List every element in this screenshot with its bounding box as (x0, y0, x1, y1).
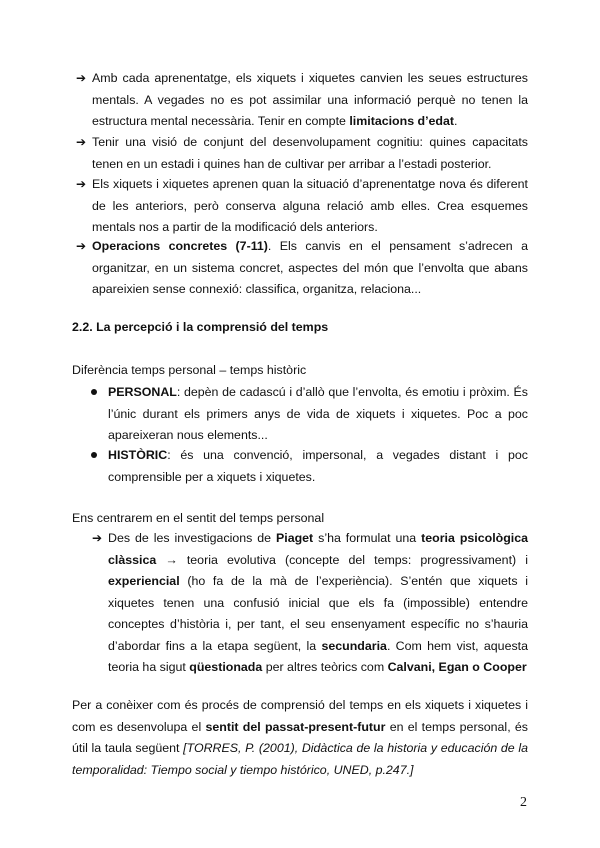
citation: [TORRES, P. (2001), Didàctica de la historia y educación de la temporalidad: Tiempo social y tiempo histórico, UNED, p.247.] (72, 741, 529, 777)
section-heading: 2.2. La percepció i la comprensió del temps (72, 320, 329, 334)
piaget-text: → teoria evolutiva (concepte del temps: progressivament) i (156, 552, 528, 567)
item-bold-text: Operacions concretes (7-11) (92, 239, 268, 253)
piaget-bold: Piaget (276, 531, 314, 545)
item-text: Tenir una visió de conjunt del desenvolupament cognitiu: quines capacitats tenen en un estadi i quines han de cultivar per arribar a l’estadi posterior. (92, 135, 528, 171)
paragraph-text: en el temps personal, és útil la taula següent (72, 719, 528, 755)
piaget-bold: teoria psicològica clàssica (108, 531, 528, 567)
piaget-bold: Calvani, Egan o Cooper (387, 660, 527, 674)
piaget-bold: secundaria (321, 638, 387, 653)
paragraph-bold: sentit del passat-present-futur (205, 719, 386, 734)
piaget-text: . Com hem vist, aquesta teoria ha sigut (108, 638, 528, 674)
arrow-icon: ➔ (76, 177, 87, 191)
piaget-text: per altres teòrics com (262, 660, 388, 674)
piaget-text: s’ha formulat una (313, 531, 422, 545)
item-text: . (454, 114, 458, 128)
paragraph-text: Per a conèixer com és procés de comprensió del temps en els xiquets i xiquetes i com es desenvolupa el (72, 698, 528, 734)
bullet-bold-text: HISTÒRIC (108, 448, 168, 462)
piaget-text: (ho fa de la mà de l’experiència). S’entén que xiquets i xiquetes tenen una confusió inicial que els fa (impossible) entendre conceptes d’història i, per tant, el seu ensenyament específic no s’hauria d’abordar fins a la etapa següent, la (108, 574, 528, 653)
item-bold-text: limitacions d’edat (349, 114, 455, 128)
piaget-text: Des de les investigacions de (108, 531, 276, 545)
closing-paragraph (72, 695, 528, 781)
bullet-item (108, 382, 528, 447)
arrow-icon: ➔ (92, 531, 103, 545)
bullet-dot-icon (91, 389, 97, 395)
piaget-bold: experiencial (108, 574, 180, 588)
arrow-icon: ➔ (76, 239, 87, 253)
bullet-text: : depèn de cadascú i d’allò que l’envolta, és emotiu i pròxim. És l’únic durant els primers anys de vida de xiquets i xiquetes. Poc a poc apareixeran nous elements... (108, 385, 528, 442)
diff-label: Diferència temps personal – temps històric (72, 363, 307, 377)
item-text: Els xiquets i xiquetes aprenen quan la situació d’aprenentatge nova és diferent de les anteriors, però conserva alguna relació amb elles. Crea esquemes mentals nos a partir de la modificació dels anteriors. (92, 177, 528, 234)
arrow-list-item (76, 174, 528, 239)
arrow-icon: ➔ (76, 71, 87, 85)
arrow-list-item (92, 528, 528, 679)
bullet-item (108, 445, 528, 488)
bullet-text: : és una convenció, impersonal, a vegades distant i poc comprensible per a xiquets i xiquetes. (108, 448, 528, 484)
centrarem-text: Ens centrarem en el sentit del temps personal (72, 511, 325, 525)
arrow-icon: ➔ (76, 135, 87, 149)
arrow-list-item (76, 68, 528, 133)
item-text: . Els canvis en el pensament s’adrecen a organitzar, en un sistema concret, aspectes del món que l’envolta que abans apareixien sense connexió: classifica, organitza, relaciona... (92, 239, 528, 296)
arrow-list-item (76, 132, 528, 175)
bullet-bold-text: PERSONAL (108, 385, 177, 399)
piaget-bold: qüestionada (189, 660, 263, 674)
arrow-list-item (76, 236, 528, 301)
bullet-dot-icon (91, 452, 97, 458)
page-number: 2 (520, 795, 527, 810)
item-text: Amb cada aprenentatge, els xiquets i xiquetes canvien les seues estructures mentals. A vegades no es pot assimilar una informació perquè no tenen la estructura mental necessària. Tenir en compte (92, 71, 528, 128)
